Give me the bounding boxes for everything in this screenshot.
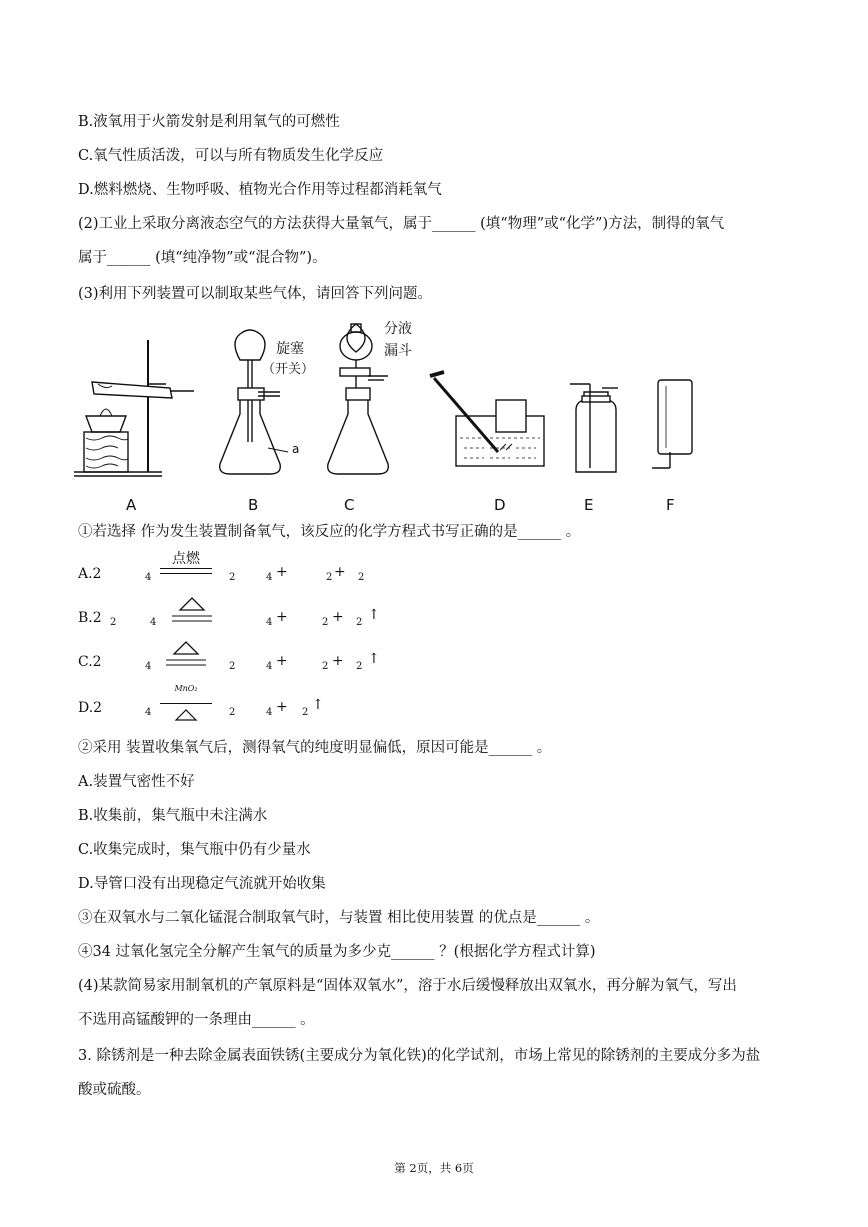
- eq-c-plus1: +: [276, 653, 288, 669]
- choice-c: C.收集完成时，集气瓶中仍有少量水: [78, 842, 311, 858]
- choice-a: A.装置气密性不好: [78, 774, 195, 790]
- question-5-line1: 3. 除锈剂是一种去除金属表面铁锈(主要成分为氧化铁)的化学试剂，市场上常见的除锈剂的主要成分多为盐: [78, 1048, 761, 1064]
- question-3: (3)利用下列装置可以制取某些气体，请回答下列问题。: [78, 286, 433, 302]
- eq-a-sub2: 2: [229, 572, 236, 583]
- eq-b-sub0: 2: [110, 617, 117, 628]
- eq-a-sub3: 4: [266, 572, 273, 583]
- eq-a-sub4: 2: [326, 572, 333, 583]
- apparatus-f: [652, 380, 692, 468]
- eq-d-catalyst: MnO₂: [174, 684, 198, 693]
- question-3-2: ②采用 装置收集氧气后，测得氧气的纯度明显偏低，原因可能是______ 。: [78, 740, 552, 756]
- funnel-label-1: 分液: [384, 321, 412, 337]
- eq-c-heat-icon: [166, 638, 206, 668]
- eq-d-sub1: 4: [145, 707, 152, 718]
- eq-a-sub5: 2: [358, 572, 365, 583]
- label-f: F: [666, 496, 675, 514]
- apparatus-figure: [70, 312, 710, 492]
- question-3-3: ③在双氧水与二氧化锰混合制取氧气时，与装置 相比使用装置 的优点是______ 。: [78, 910, 600, 926]
- eq-b-sub2: 4: [266, 617, 273, 628]
- eq-b-sub1: 4: [150, 617, 157, 628]
- eq-b-sub4: 2: [356, 617, 363, 628]
- switch-label: （开关）: [262, 362, 315, 377]
- label-a: A: [126, 496, 137, 514]
- eq-d-arrow: ↑: [312, 697, 324, 713]
- apparatus-e: [570, 384, 618, 472]
- choice-d: D.导管口没有出现稳定气流就开始收集: [78, 876, 326, 892]
- eq-a-condition: 点燃: [172, 551, 200, 567]
- eq-b-plus2: +: [332, 609, 344, 625]
- eq-a-plus1: +: [276, 564, 288, 580]
- question-3-4: ④34 过氧化氢完全分解产生氧气的质量为多少克______ ？(根据化学方程式计算): [78, 944, 596, 960]
- eq-c-plus2: +: [332, 653, 344, 669]
- option-b: B.液氧用于火箭发射是利用氧气的可燃性: [78, 114, 340, 130]
- label-d: D: [494, 496, 506, 514]
- eq-d-heat-icon: [172, 708, 200, 722]
- question-2-line1: (2)工业上采取分离液态空气的方法获得大量氧气，属于______ (填“物理”或“化学”)方法，制得的氧气: [78, 216, 725, 232]
- eq-b-label: B.2: [78, 610, 102, 626]
- eq-d-plus: +: [276, 699, 288, 715]
- eq-b-arrow: ↑: [368, 607, 380, 623]
- eq-a-plus2: +: [334, 564, 346, 580]
- eq-d-sub4: 2: [302, 707, 309, 718]
- eq-b-sub3: 2: [322, 617, 329, 628]
- question-4-line2: 不选用高锰酸钾的一条理由______ 。: [78, 1012, 315, 1028]
- mark-a: a: [292, 442, 300, 456]
- question-2-line2: 属于______ (填“纯净物”或“混合物”)。: [78, 250, 327, 266]
- eq-d-label: D.2: [78, 700, 103, 716]
- eq-c-sub4: 2: [322, 661, 329, 672]
- apparatus-d: [430, 372, 544, 466]
- option-d: D.燃料燃烧、生物呼吸、植物光合作用等过程都消耗氧气: [78, 182, 442, 198]
- page-footer: 第 2页，共 6页: [394, 1161, 474, 1175]
- label-c: C: [344, 496, 355, 514]
- eq-b-heat-icon: [172, 594, 212, 624]
- eq-a-label: A.2: [78, 566, 102, 582]
- eq-d-sub2: 2: [229, 707, 236, 718]
- eq-a-sub1: 4: [145, 572, 152, 583]
- eq-c-sub2: 2: [229, 661, 236, 672]
- question-4-line1: (4)某款简易家用制氧机的产氧原料是“固体双氧水”，溶于水后缓慢释放出双氧水，再分解为氧气，写出: [78, 978, 737, 994]
- option-c: C.氧气性质活泼，可以与所有物质发生化学反应: [78, 148, 384, 164]
- apparatus-c: [328, 324, 389, 474]
- funnel-label-2: 漏斗: [384, 343, 412, 359]
- eq-c-sub1: 4: [145, 661, 152, 672]
- question-5-line2: 酸或硫酸。: [78, 1082, 151, 1098]
- label-e: E: [584, 496, 594, 514]
- eq-d-sub3: 4: [266, 707, 273, 718]
- label-b: B: [248, 496, 259, 514]
- eq-c-sub5: 2: [356, 661, 363, 672]
- choice-b: B.收集前，集气瓶中未注满水: [78, 808, 268, 824]
- eq-b-plus1: +: [276, 609, 288, 625]
- eq-c-label: C.2: [78, 654, 102, 670]
- apparatus-a: [74, 340, 194, 476]
- eq-c-arrow: ↑: [368, 651, 380, 667]
- eq-c-sub3: 4: [266, 661, 273, 672]
- question-3-1: ①若选择 作为发生装置制备氧气，该反应的化学方程式书写正确的是______ 。: [78, 524, 581, 540]
- stopcock-label: 旋塞: [276, 341, 304, 357]
